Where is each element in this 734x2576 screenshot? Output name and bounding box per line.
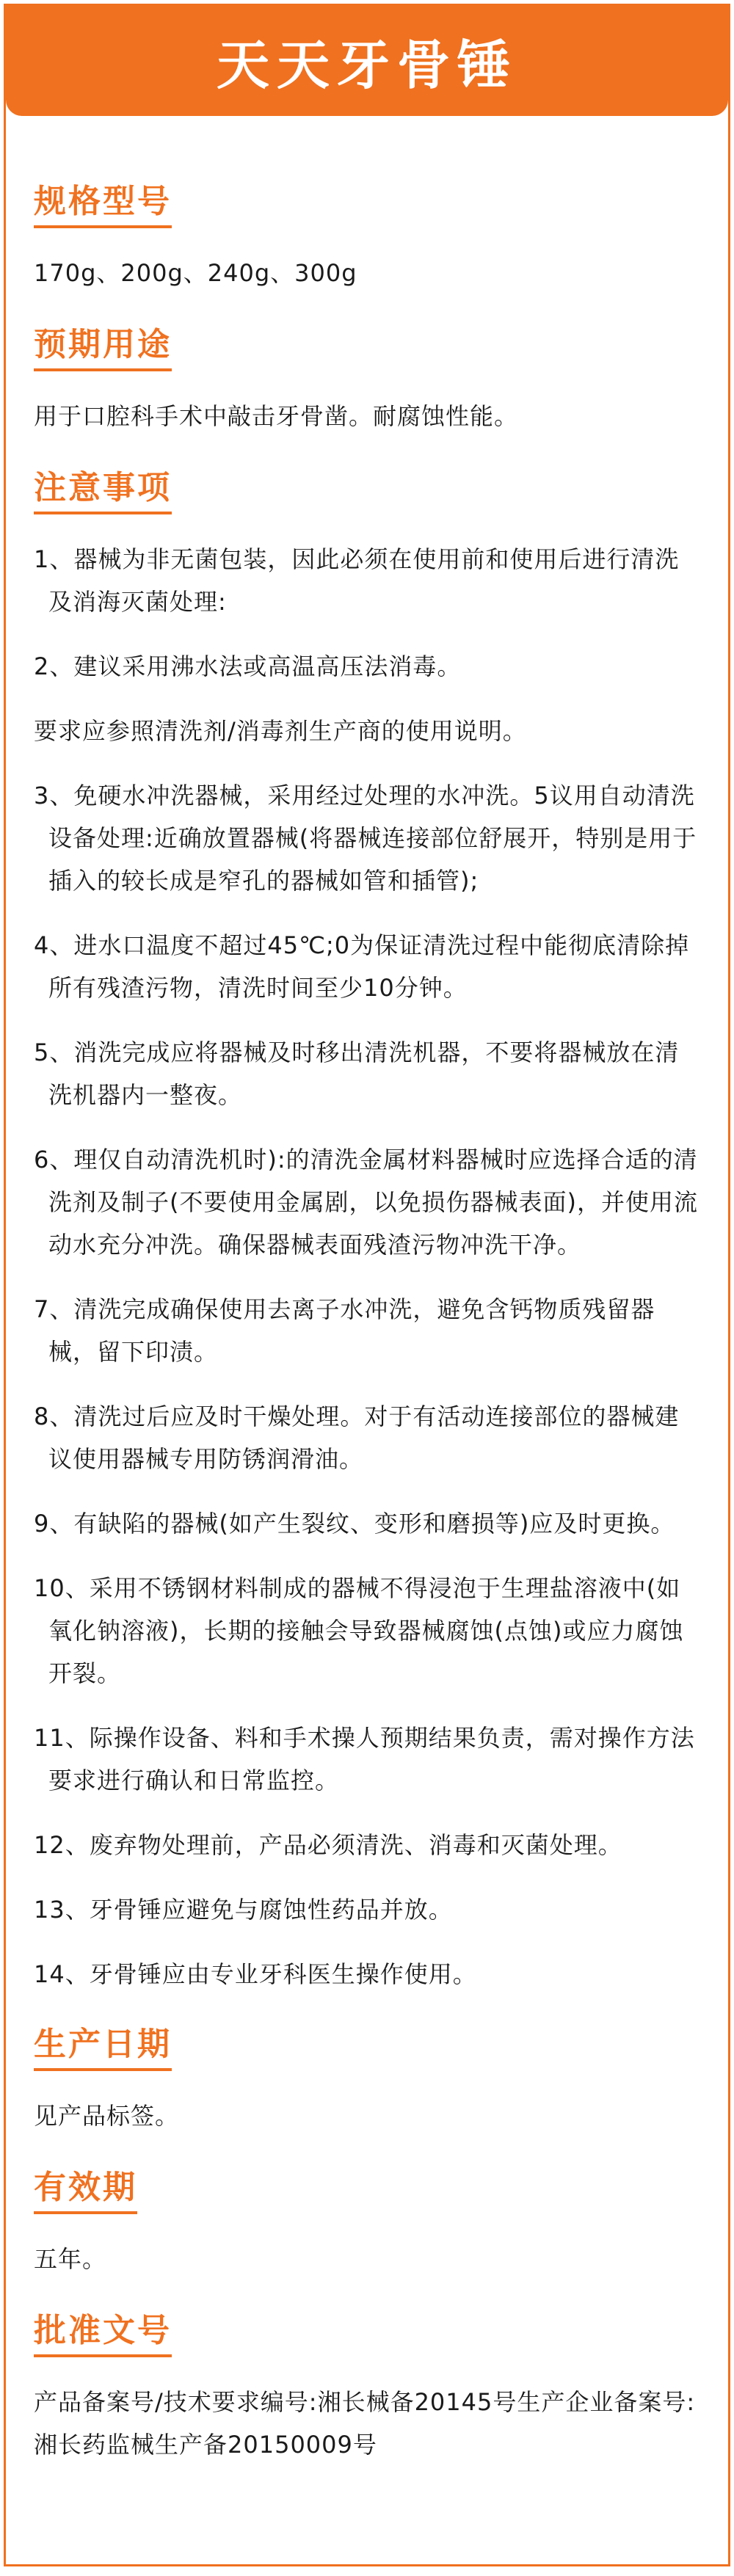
note-item-5: 5、消洗完成应将器械及时移出清洗机器，不要将器械放在清洗机器内一整夜。 [34,1038,680,1109]
note-item-8: 8、清洗过后应及时干燥处理。对于有活动连接部位的器械建议使用器械专用防锈润滑油。 [34,1402,680,1473]
approval-heading: 批准文号 [34,2304,172,2357]
validity-text: 五年。 [34,2245,107,2273]
note-item-4: 4、进水口温度不超过45℃;0为保证清洗过程中能彻底清除掉所有残渣污物，清洗时间至少10分钟。 [34,931,690,1002]
use-text: 用于口腔科手术中敲击牙骨凿。耐腐蚀性能。 [34,402,519,430]
section-notes [34,461,700,1995]
content [6,116,728,2466]
date-heading: 生产日期 [34,2017,172,2071]
use-heading: 预期用途 [34,318,172,371]
note-item-14: 14、牙骨锤应由专业牙科医生操作使用。 [34,1960,477,1988]
note-item-7: 7、清洗完成确保使用去离子水冲洗，避免含钙物质残留器械，留下印渍。 [34,1295,655,1366]
note-item-3: 3、免硬水冲洗器械，采用经过处理的水冲洗。5议用自动清洗设备处理:近确放置器械(将器械连接部位舒展开，特别是用于插入的较长成是窄孔的器械如管和插管); [34,782,697,895]
notes-heading: 注意事项 [34,461,172,514]
approval-text: 产品备案号/技术要求编号:湘长械备20145号生产企业备案号:湘长药监械生产备20150009号 [34,2388,696,2459]
title-banner [6,6,728,116]
page-frame [4,4,730,2566]
note-item-2-requirement: 要求应参照清洗剂/消毒剂生产商的使用说明。 [34,717,527,745]
spec-heading: 规格型号 [34,175,172,228]
section-date [34,2017,700,2137]
spec-text: 170g、200g、240g、300g [34,259,357,287]
section-use [34,318,700,437]
section-approval [34,2304,700,2466]
note-item-11: 11、际操作设备、料和手术操人预期结果负责，需对操作方法要求进行确认和日常监控。 [34,1724,695,1794]
section-spec [34,175,700,294]
note-item-10: 10、采用不锈钢材料制成的器械不得浸泡于生理盐溶液中(如氧化钠溶液)，长期的接触会导致器械腐蚀(点蚀)或应力腐蚀开裂。 [34,1574,684,1687]
note-item-6: 6、理仅自动清洗机时):的清洗金属材料器械时应选择合适的清洗剂及制子(不要使用金属剧，以免损伤器械表面)，并使用流动水充分冲洗。确保器械表面残渣污物冲洗干净。 [34,1146,698,1259]
note-item-2: 2、建议采用沸水法或高温高压法消毒。 [34,652,462,680]
note-item-12: 12、废弃物处理前，产品必须清洗、消毒和灭菌处理。 [34,1831,622,1859]
page-title: 天天牙骨锤 [216,34,517,96]
note-item-9: 9、有缺陷的器械(如产生裂纹、变形和磨损等)应及时更换。 [34,1510,675,1538]
section-validity [34,2161,700,2280]
validity-heading: 有效期 [34,2161,137,2214]
note-item-13: 13、牙骨锤应避免与腐蚀性药品并放。 [34,1896,453,1924]
date-text: 见产品标签。 [34,2102,180,2130]
note-item-1: 1、器械为非无菌包装，因此必须在使用前和使用后进行清洗及消海灭菌处理: [34,545,680,616]
